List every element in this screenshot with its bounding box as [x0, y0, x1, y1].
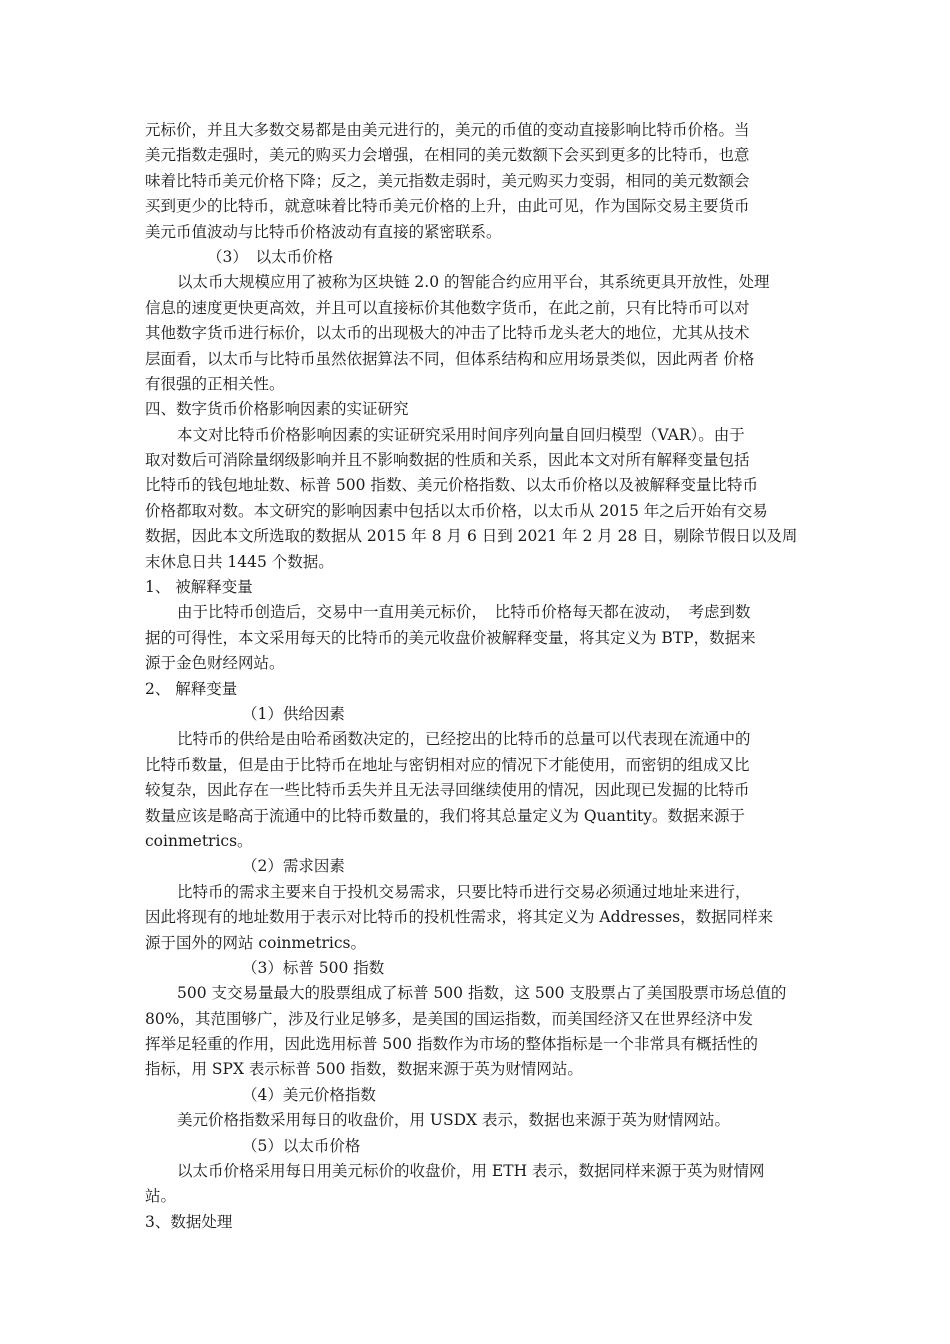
text-line: 有很强的正相关性。: [145, 374, 285, 393]
text-line: 取对数后可消除量纲级影响并且不影响数据的性质和关系，因此本文对所有解释变量包括: [145, 451, 750, 470]
text-line: 末休息日共 1445 个数据。: [145, 552, 334, 571]
text-line: 价格都取对数。本文研究的影响因素中包括以太币价格，以太币从 2015 年之后开始有交易: [145, 501, 768, 520]
text-line: 以太币大规模应用了被称为区块链 2.0 的智能合约应用平台，其系统更具开放性，处理: [177, 273, 770, 292]
text-line: 源于国外的网站 coinmetrics。: [145, 933, 366, 952]
text-line: 味着比特币美元价格下降；反之，美元指数走弱时，美元购买力变弱，相同的美元数额会: [145, 171, 750, 190]
text-line: 美元价格指数采用每日的收盘价，用 USDX 表示，数据也来源于英为财情网站。: [177, 1111, 730, 1130]
subsection-dependent-variable: 1、 被解释变量: [145, 578, 253, 597]
paragraph-btp: [145, 600, 809, 676]
text-line: 500 支交易量最大的股票组成了标普 500 指数，这 500 支股票占了美国股票市场总值的: [177, 984, 787, 1003]
text-line: 层面看，以太币与比特币虽然依据算法不同，但体系结构和应用场景类似，因此两者 价格: [145, 349, 755, 368]
text-line: 美元币值波动与比特币价格波动有直接的紧密联系。: [145, 222, 502, 241]
subheading-usdx: （4）美元价格指数: [242, 1085, 376, 1104]
subsection-explanatory-variables: 2、 解释变量: [145, 679, 238, 698]
text-line: 其他数字货币进行标价，以太币的出现极大的冲击了比特币龙头老大的地位，尤其从技术: [145, 324, 750, 343]
text-line: 挥举足轻重的作用，因此选用标普 500 指数作为市场的整体指标是一个非常具有概括性的: [145, 1035, 758, 1054]
subsection-data-processing: 3、数据处理: [145, 1212, 233, 1231]
text-line: 信息的速度更快更高效，并且可以直接标价其他数字货币，在此之前，只有比特币可以对: [145, 298, 750, 317]
text-line: 元标价，并且大多数交易都是由美元进行的，美元的币值的变动直接影响比特币价格。当: [145, 121, 750, 139]
text-line: 源于金色财经网站。: [145, 654, 285, 673]
text-line: 因此将现有的地址数用于表示对比特币的投机性需求，将其定义为 Addresses，数据同样来: [145, 908, 774, 927]
text-line: 本文对比特币价格影响因素的实证研究采用时间序列向量自回归模型（VAR）。由于: [177, 425, 745, 444]
text-line: 比特币的钱包地址数、标普 500 指数、美元价格指数、以太币价格以及被解释变量比特币: [145, 476, 758, 495]
text-line: 由于比特币创造后，交易中一直用美元标价， 比特币价格每天都在波动， 考虑到数: [177, 603, 751, 622]
section-heading-empirical: 四、数字货币价格影响因素的实证研究: [145, 400, 409, 419]
paragraph-eth-variable: [145, 1159, 809, 1210]
subheading-supply: （1）供给因素: [242, 704, 345, 723]
document-page: [145, 118, 809, 1235]
subheading-eth-variable: （5）以太币价格: [242, 1136, 361, 1155]
paragraph-spx: [145, 981, 809, 1083]
text-line: coinmetrics。: [145, 831, 253, 850]
text-line: 数据，因此本文所选取的数据从 2015 年 8 月 6 日到 2021 年 2 月 28 日，剔除节假日以及周: [145, 527, 798, 546]
paragraph-demand: [145, 880, 809, 956]
text-line: 指标，用 SPX 表示标普 500 指数，数据来源于英为财情网站。: [145, 1060, 583, 1079]
text-line: 据的可得性，本文采用每天的比特币的美元收盘价被解释变量，将其定义为 BTP，数据来: [145, 628, 756, 647]
text-line: 数量应该是略高于流通中的比特币数量的，我们将其总量定义为 Quantity。数据来源于: [145, 806, 746, 825]
text-line: 站。: [145, 1187, 177, 1206]
subheading-spx: （3）标普 500 指数: [242, 958, 385, 977]
text-line: 较复杂，因此存在一些比特币丢失并且无法寻回继续使用的情况，因此现已发掘的比特币: [145, 781, 750, 800]
paragraph-eth: [145, 270, 809, 397]
subheading-eth-price: （3） 以太币价格: [207, 247, 334, 266]
text-line: 比特币数量，但是由于比特币在地址与密钥相对应的情况下才能使用，而密钥的组成又比: [145, 755, 750, 774]
paragraph-var-model: [145, 423, 809, 575]
paragraph-usdx: [145, 1108, 809, 1133]
text-line: 以太币价格采用每日用美元标价的收盘价，用 ETH 表示，数据同样来源于英为财情网: [177, 1162, 765, 1181]
text-line: 比特币的供给是由哈希函数决定的，已经挖出的比特币的总量可以代表现在流通中的: [177, 730, 751, 749]
text-line: 比特币的需求主要来自于投机交易需求，只要比特币进行交易必须通过地址来进行，: [177, 882, 751, 901]
paragraph-usd-impact: [145, 118, 809, 245]
subheading-demand: （2）需求因素: [242, 857, 345, 876]
paragraph-supply: [145, 727, 809, 854]
text-line: 80%，其范围够广，涉及行业足够多，是美国的国运指数，而美国经济又在世界经济中发: [145, 1009, 753, 1028]
text-line: 美元指数走强时，美元的购买力会增强，在相同的美元数额下会买到更多的比特币，也意: [145, 146, 750, 165]
text-line: 买到更少的比特币，就意味着比特币美元价格的上升，由此可见，作为国际交易主要货币: [145, 197, 750, 216]
